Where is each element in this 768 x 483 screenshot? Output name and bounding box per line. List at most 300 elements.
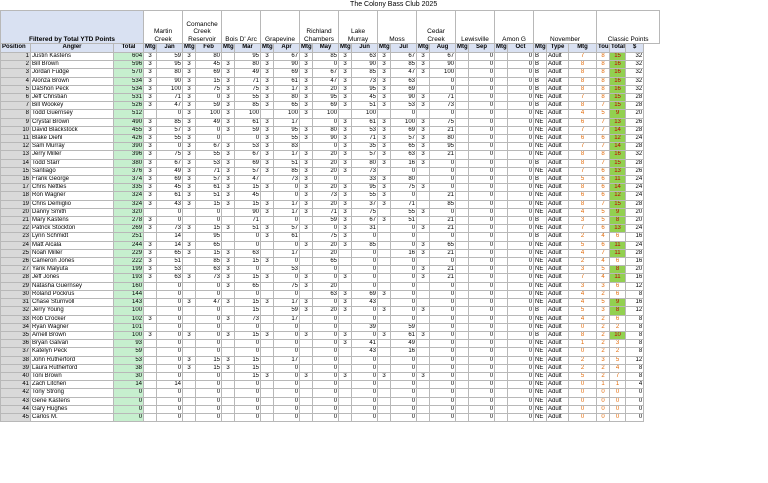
mtg-cell[interactable] (222, 217, 235, 225)
mtg-cell[interactable] (456, 151, 469, 159)
mtg-cell[interactable] (495, 85, 508, 93)
mtg-cell[interactable] (378, 241, 391, 249)
points-cell[interactable]: 0 (508, 61, 534, 69)
mtg-cell[interactable]: 3 (222, 126, 235, 134)
type-cell[interactable]: Adult (547, 315, 569, 323)
mtg-cell[interactable]: 3 (339, 290, 352, 298)
type-cell[interactable]: Adult (547, 176, 569, 184)
column-header[interactable]: Type (547, 44, 569, 53)
mtg-cell[interactable] (183, 372, 196, 380)
dollar-cell[interactable]: 26 (626, 118, 644, 126)
points-cell[interactable]: 0 (274, 372, 300, 380)
total-cell[interactable]: 374 (114, 176, 144, 184)
points-cell[interactable]: 69 (391, 126, 417, 134)
points-cell[interactable]: 0 (469, 249, 495, 257)
column-header[interactable]: Aug (430, 44, 456, 53)
mtg-cell[interactable] (144, 323, 157, 331)
points-cell[interactable]: 0 (235, 135, 261, 143)
points-cell[interactable]: 53 (157, 266, 183, 274)
mtg-cell[interactable]: 3 (183, 241, 196, 249)
mtg-cell[interactable]: 3 (300, 135, 313, 143)
angler-cell[interactable]: DaShon Peck (31, 85, 114, 93)
points-cell[interactable]: 85 (352, 69, 378, 77)
points-cell[interactable]: 0 (508, 151, 534, 159)
points-cell[interactable]: 65 (235, 282, 261, 290)
mtg-cell[interactable] (261, 315, 274, 323)
mtg-cell[interactable] (456, 126, 469, 134)
dollar-cell[interactable]: 8 (626, 340, 644, 348)
mtg-cell[interactable]: 3 (222, 192, 235, 200)
total-cell[interactable]: 269 (114, 225, 144, 233)
points-cell[interactable]: 0 (391, 282, 417, 290)
points-cell[interactable]: 57 (352, 151, 378, 159)
points-cell[interactable]: 71 (313, 208, 339, 216)
mtg-cell[interactable]: 3 (378, 200, 391, 208)
mtg-cell[interactable]: 3 (222, 258, 235, 266)
mtg-cell[interactable] (417, 356, 430, 364)
mtg-cell[interactable] (495, 159, 508, 167)
points-cell[interactable]: 0 (196, 135, 222, 143)
points-cell[interactable]: 0 (313, 176, 339, 184)
position-cell[interactable]: 45 (1, 413, 31, 421)
angler-cell[interactable]: Santiago (31, 167, 114, 175)
points-cell[interactable]: 0 (430, 110, 456, 118)
points-cell[interactable]: 0 (274, 340, 300, 348)
points-cell[interactable]: 0 (469, 135, 495, 143)
mtg-cell[interactable] (183, 315, 196, 323)
points-cell[interactable]: 0 (157, 356, 183, 364)
classic-total-cell[interactable]: 13 (610, 167, 626, 175)
points-cell[interactable]: 0 (508, 135, 534, 143)
points-cell[interactable]: 0 (352, 274, 378, 282)
points-cell[interactable]: 0 (430, 77, 456, 85)
points-cell[interactable]: 0 (508, 102, 534, 110)
position-cell[interactable]: 42 (1, 389, 31, 397)
classic-mtg-cell[interactable]: 3 (569, 217, 597, 225)
classic-mtg-cell[interactable]: 0 (569, 348, 597, 356)
column-header[interactable]: May (313, 44, 339, 53)
mtg-cell[interactable] (456, 77, 469, 85)
mtg-cell[interactable] (339, 381, 352, 389)
mtg-cell[interactable] (495, 233, 508, 241)
points-cell[interactable]: 0 (235, 340, 261, 348)
points-cell[interactable]: 0 (469, 290, 495, 298)
mtg-cell[interactable] (144, 381, 157, 389)
mtg-cell[interactable] (456, 323, 469, 331)
mtg-cell[interactable] (417, 389, 430, 397)
points-cell[interactable]: 0 (391, 258, 417, 266)
mtg-cell[interactable]: 3 (222, 282, 235, 290)
points-cell[interactable]: 0 (430, 413, 456, 421)
mtg-cell[interactable] (495, 208, 508, 216)
mtg-cell[interactable] (456, 192, 469, 200)
points-cell[interactable]: 0 (235, 266, 261, 274)
type-cell[interactable]: Adult (547, 389, 569, 397)
dollar-cell[interactable]: 20 (626, 266, 644, 274)
type-cell[interactable]: Adult (547, 340, 569, 348)
points-cell[interactable]: 59 (313, 217, 339, 225)
mtg-cell[interactable] (144, 413, 157, 421)
mtg-cell[interactable]: 3 (300, 241, 313, 249)
mtg-cell[interactable]: 3 (144, 266, 157, 274)
column-header[interactable]: Mtg (534, 44, 547, 53)
total-cell[interactable]: 0 (114, 389, 144, 397)
points-cell[interactable]: 0 (469, 241, 495, 249)
points-cell[interactable]: 0 (274, 381, 300, 389)
mtg-cell[interactable] (300, 315, 313, 323)
type-cell[interactable]: Adult (547, 143, 569, 151)
mtg-cell[interactable]: 3 (183, 77, 196, 85)
column-header[interactable]: Oct (508, 44, 534, 53)
classic-total-cell[interactable]: 3 (610, 340, 626, 348)
points-cell[interactable]: 0 (196, 405, 222, 413)
mtg-cell[interactable] (417, 323, 430, 331)
points-cell[interactable]: 0 (313, 118, 339, 126)
mtg-cell[interactable]: 3 (339, 225, 352, 233)
type-code-cell[interactable]: NE (534, 372, 547, 380)
points-cell[interactable]: 0 (508, 77, 534, 85)
column-header[interactable]: Mtg (495, 44, 508, 53)
mtg-cell[interactable] (495, 405, 508, 413)
mtg-cell[interactable] (300, 340, 313, 348)
points-cell[interactable]: 0 (430, 331, 456, 339)
angler-cell[interactable]: Chris Nettles (31, 184, 114, 192)
points-cell[interactable]: 0 (391, 397, 417, 405)
mtg-cell[interactable]: 3 (261, 53, 274, 61)
type-cell[interactable]: Adult (547, 217, 569, 225)
points-cell[interactable]: 0 (469, 61, 495, 69)
points-cell[interactable]: 0 (391, 315, 417, 323)
points-cell[interactable]: 0 (508, 348, 534, 356)
mtg-cell[interactable] (495, 381, 508, 389)
angler-cell[interactable]: Rob Crocker (31, 315, 114, 323)
mtg-cell[interactable] (183, 258, 196, 266)
points-cell[interactable]: 0 (469, 53, 495, 61)
classic-total-cell[interactable]: 6 (610, 233, 626, 241)
type-code-cell[interactable]: NE (534, 397, 547, 405)
mtg-cell[interactable] (417, 217, 430, 225)
mtg-cell[interactable]: 3 (222, 85, 235, 93)
mtg-cell[interactable]: 3 (222, 200, 235, 208)
points-cell[interactable]: 0 (157, 364, 183, 372)
points-cell[interactable]: 71 (157, 94, 183, 102)
points-cell[interactable]: 0 (508, 364, 534, 372)
mtg-cell[interactable]: 3 (378, 85, 391, 93)
mtg-cell[interactable]: 3 (261, 167, 274, 175)
type-cell[interactable]: Adult (547, 151, 569, 159)
dollar-cell[interactable]: 32 (626, 151, 644, 159)
mtg-cell[interactable] (495, 241, 508, 249)
points-cell[interactable]: 0 (313, 381, 339, 389)
points-cell[interactable]: 0 (196, 315, 222, 323)
points-cell[interactable]: 71 (391, 200, 417, 208)
mtg-cell[interactable] (456, 110, 469, 118)
classic-tou-cell[interactable]: 4 (597, 258, 610, 266)
points-cell[interactable]: 67 (391, 53, 417, 61)
mtg-cell[interactable]: 3 (183, 94, 196, 102)
mtg-cell[interactable]: 3 (144, 135, 157, 143)
mtg-cell[interactable] (456, 258, 469, 266)
classic-mtg-cell[interactable]: 0 (569, 413, 597, 421)
points-cell[interactable]: 61 (391, 331, 417, 339)
mtg-cell[interactable] (222, 53, 235, 61)
points-cell[interactable]: 0 (157, 405, 183, 413)
classic-tou-cell[interactable]: 8 (597, 69, 610, 77)
type-cell[interactable]: Adult (547, 110, 569, 118)
points-cell[interactable]: 75 (157, 151, 183, 159)
points-cell[interactable]: 57 (196, 176, 222, 184)
mtg-cell[interactable] (261, 405, 274, 413)
mtg-cell[interactable] (339, 282, 352, 290)
points-cell[interactable]: 0 (430, 348, 456, 356)
mtg-cell[interactable]: 3 (417, 61, 430, 69)
mtg-cell[interactable]: 3 (183, 69, 196, 77)
points-cell[interactable]: 57 (274, 225, 300, 233)
total-cell[interactable]: 102 (114, 315, 144, 323)
classic-total-cell[interactable]: 11 (610, 249, 626, 257)
dollar-cell[interactable]: 12 (626, 307, 644, 315)
points-cell[interactable]: 0 (469, 258, 495, 266)
mtg-cell[interactable] (144, 364, 157, 372)
angler-cell[interactable]: Zach Litchen (31, 381, 114, 389)
points-cell[interactable]: 16 (391, 249, 417, 257)
mtg-cell[interactable] (300, 323, 313, 331)
points-cell[interactable]: 14 (157, 381, 183, 389)
mtg-cell[interactable] (300, 266, 313, 274)
dollar-cell[interactable]: 0 (626, 413, 644, 421)
dollar-cell[interactable]: 8 (626, 315, 644, 323)
points-cell[interactable]: 0 (469, 102, 495, 110)
classic-total-cell[interactable]: 11 (610, 274, 626, 282)
mtg-cell[interactable] (495, 192, 508, 200)
angler-cell[interactable]: Ryan Wagner (31, 323, 114, 331)
points-cell[interactable]: 90 (391, 94, 417, 102)
total-cell[interactable]: 512 (114, 110, 144, 118)
total-cell[interactable]: 100 (114, 307, 144, 315)
points-cell[interactable]: 0 (508, 200, 534, 208)
points-cell[interactable]: 0 (391, 356, 417, 364)
points-cell[interactable]: 0 (469, 381, 495, 389)
points-cell[interactable]: 0 (508, 233, 534, 241)
dollar-cell[interactable]: 24 (626, 192, 644, 200)
angler-cell[interactable]: Yarik Malyuta (31, 266, 114, 274)
points-cell[interactable]: 0 (274, 192, 300, 200)
mtg-cell[interactable]: 3 (339, 159, 352, 167)
points-cell[interactable]: 59 (196, 102, 222, 110)
mtg-cell[interactable]: 3 (417, 118, 430, 126)
points-cell[interactable]: 90 (352, 61, 378, 69)
points-cell[interactable]: 0 (235, 348, 261, 356)
points-cell[interactable]: 95 (157, 61, 183, 69)
points-cell[interactable]: 0 (469, 397, 495, 405)
points-cell[interactable]: 0 (430, 364, 456, 372)
classic-total-cell[interactable]: 2 (610, 348, 626, 356)
dollar-cell[interactable]: 32 (626, 85, 644, 93)
type-code-cell[interactable]: B (534, 233, 547, 241)
classic-mtg-cell[interactable]: 8 (569, 61, 597, 69)
classic-mtg-cell[interactable]: 2 (569, 356, 597, 364)
points-cell[interactable]: 0 (469, 413, 495, 421)
points-cell[interactable]: 51 (196, 192, 222, 200)
points-cell[interactable]: 0 (469, 118, 495, 126)
mtg-cell[interactable]: 3 (144, 85, 157, 93)
points-cell[interactable]: 95 (313, 94, 339, 102)
mtg-cell[interactable]: 3 (339, 126, 352, 134)
points-cell[interactable]: 51 (235, 225, 261, 233)
mtg-cell[interactable] (261, 110, 274, 118)
type-code-cell[interactable]: NE (534, 200, 547, 208)
mtg-cell[interactable]: 3 (183, 85, 196, 93)
classic-total-cell[interactable]: 16 (610, 77, 626, 85)
mtg-cell[interactable]: 3 (144, 143, 157, 151)
points-cell[interactable]: 0 (508, 307, 534, 315)
points-cell[interactable]: 0 (196, 126, 222, 134)
mtg-cell[interactable]: 3 (261, 372, 274, 380)
dollar-cell[interactable]: 20 (626, 208, 644, 216)
classic-mtg-cell[interactable]: 7 (569, 94, 597, 102)
points-cell[interactable]: 0 (391, 413, 417, 421)
points-cell[interactable]: 0 (235, 389, 261, 397)
points-cell[interactable]: 15 (235, 184, 261, 192)
mtg-cell[interactable]: 3 (339, 167, 352, 175)
position-cell[interactable]: 3 (1, 69, 31, 77)
points-cell[interactable]: 0 (235, 241, 261, 249)
points-cell[interactable]: 49 (196, 118, 222, 126)
points-cell[interactable]: 0 (313, 405, 339, 413)
points-cell[interactable]: 73 (157, 225, 183, 233)
mtg-cell[interactable]: 3 (261, 61, 274, 69)
points-cell[interactable]: 65 (430, 241, 456, 249)
points-cell[interactable]: 0 (391, 110, 417, 118)
mtg-cell[interactable]: 3 (339, 299, 352, 307)
mtg-cell[interactable] (339, 249, 352, 257)
mtg-cell[interactable] (144, 110, 157, 118)
points-cell[interactable]: 67 (196, 143, 222, 151)
angler-cell[interactable]: Justin Kastens (31, 53, 114, 61)
points-cell[interactable]: 61 (235, 118, 261, 126)
points-cell[interactable]: 73 (235, 315, 261, 323)
points-cell[interactable]: 0 (274, 413, 300, 421)
points-cell[interactable]: 0 (391, 241, 417, 249)
points-cell[interactable]: 85 (313, 53, 339, 61)
points-cell[interactable]: 0 (508, 266, 534, 274)
mtg-cell[interactable]: 3 (261, 126, 274, 134)
mtg-cell[interactable] (261, 348, 274, 356)
position-cell[interactable]: 15 (1, 167, 31, 175)
mtg-cell[interactable] (222, 340, 235, 348)
column-header[interactable]: Sep (469, 44, 495, 53)
mtg-cell[interactable] (417, 85, 430, 93)
mtg-cell[interactable]: 3 (300, 225, 313, 233)
points-cell[interactable]: 80 (196, 53, 222, 61)
angler-cell[interactable]: Arnell Brown (31, 331, 114, 339)
type-cell[interactable]: Adult (547, 126, 569, 134)
mtg-cell[interactable] (261, 397, 274, 405)
points-cell[interactable]: 0 (352, 372, 378, 380)
points-cell[interactable]: 0 (508, 413, 534, 421)
points-cell[interactable]: 0 (508, 241, 534, 249)
points-cell[interactable]: 53 (196, 159, 222, 167)
points-cell[interactable]: 0 (313, 225, 339, 233)
mtg-cell[interactable] (495, 307, 508, 315)
mtg-cell[interactable]: 3 (300, 159, 313, 167)
points-cell[interactable]: 43 (157, 200, 183, 208)
mtg-cell[interactable]: 3 (417, 241, 430, 249)
mtg-cell[interactable] (495, 258, 508, 266)
points-cell[interactable]: 100 (235, 110, 261, 118)
points-cell[interactable]: 0 (469, 110, 495, 118)
mtg-cell[interactable]: 3 (222, 94, 235, 102)
mtg-cell[interactable]: 3 (261, 208, 274, 216)
type-code-cell[interactable]: NE (534, 151, 547, 159)
mtg-cell[interactable] (261, 241, 274, 249)
mtg-cell[interactable] (495, 200, 508, 208)
mtg-cell[interactable]: 3 (222, 110, 235, 118)
points-cell[interactable]: 0 (469, 225, 495, 233)
points-cell[interactable]: 55 (352, 192, 378, 200)
points-cell[interactable]: 80 (235, 61, 261, 69)
classic-mtg-cell[interactable]: 1 (569, 340, 597, 348)
mtg-cell[interactable] (222, 307, 235, 315)
points-cell[interactable]: 0 (196, 331, 222, 339)
points-cell[interactable]: 0 (196, 323, 222, 331)
mtg-cell[interactable]: 3 (378, 61, 391, 69)
points-cell[interactable]: 100 (274, 110, 300, 118)
classic-total-cell[interactable]: 7 (610, 372, 626, 380)
points-cell[interactable]: 100 (391, 118, 417, 126)
type-code-cell[interactable]: NE (534, 274, 547, 282)
classic-total-cell[interactable]: 0 (610, 397, 626, 405)
mtg-cell[interactable] (456, 135, 469, 143)
mtg-cell[interactable]: 3 (339, 85, 352, 93)
classic-total-cell[interactable]: 15 (610, 94, 626, 102)
points-cell[interactable]: 100 (313, 110, 339, 118)
mtg-cell[interactable] (261, 266, 274, 274)
dollar-cell[interactable]: 12 (626, 356, 644, 364)
mtg-cell[interactable] (339, 364, 352, 372)
points-cell[interactable]: 15 (196, 249, 222, 257)
points-cell[interactable]: 61 (274, 233, 300, 241)
total-cell[interactable]: 534 (114, 85, 144, 93)
type-code-cell[interactable]: NE (534, 340, 547, 348)
mtg-cell[interactable]: 3 (183, 118, 196, 126)
mtg-cell[interactable] (417, 167, 430, 175)
classic-tou-cell[interactable]: 8 (597, 77, 610, 85)
mtg-cell[interactable]: 3 (300, 94, 313, 102)
mtg-cell[interactable]: 3 (339, 372, 352, 380)
mtg-cell[interactable] (495, 389, 508, 397)
points-cell[interactable]: 95 (274, 126, 300, 134)
type-code-cell[interactable]: NE (534, 315, 547, 323)
type-code-cell[interactable]: B (534, 331, 547, 339)
mtg-cell[interactable] (495, 184, 508, 192)
points-cell[interactable]: 0 (508, 167, 534, 175)
points-cell[interactable]: 47 (196, 299, 222, 307)
points-cell[interactable]: 95 (352, 184, 378, 192)
type-code-cell[interactable]: NE (534, 241, 547, 249)
classic-tou-cell[interactable]: 5 (597, 110, 610, 118)
mtg-cell[interactable]: 3 (222, 61, 235, 69)
classic-mtg-cell[interactable]: 5 (569, 307, 597, 315)
points-cell[interactable]: 53 (235, 143, 261, 151)
column-header[interactable]: Mar (235, 44, 261, 53)
points-cell[interactable]: 59 (274, 307, 300, 315)
points-cell[interactable]: 47 (157, 102, 183, 110)
classic-tou-cell[interactable]: 5 (597, 217, 610, 225)
mtg-cell[interactable]: 3 (300, 208, 313, 216)
type-code-cell[interactable]: B (534, 176, 547, 184)
points-cell[interactable]: 15 (235, 307, 261, 315)
